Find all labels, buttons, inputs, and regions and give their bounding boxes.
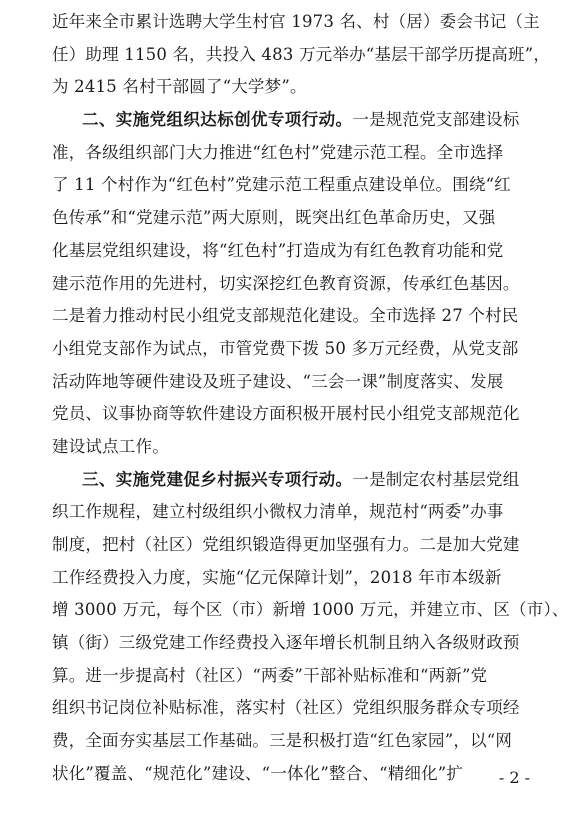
text-line: 二是着力推动村民小组党支部规范化建设。全市选择 27 个村民 xyxy=(52,306,519,326)
text-line: 工作经费投入力度，实施“亿元保障计划”，2018 年市本级新 xyxy=(52,567,502,587)
text-line: 状化”覆盖、“规范化”建设、“一体化”整合、“精细化”扩 xyxy=(52,763,464,783)
text-line: 活动阵地等硬件建设及班子建设、“三会一课”制度落实、发展 xyxy=(52,371,504,391)
text-line: 算。进一步提高村（社区）“两委”干部补贴标准和“两新”党 xyxy=(52,665,488,685)
text-line: 化基层党组织建设，将“红色村”打造成为有红色教育功能和党 xyxy=(52,240,504,260)
section-heading-2-text: 一是规范党支部建设标 xyxy=(352,110,520,130)
document-body xyxy=(52,6,569,791)
section-heading-2: 二、实施党组织达标创优专项行动。 xyxy=(82,110,353,130)
text-line: 组织书记岗位补贴标准，落实村（社区）党组织服务群众专项经 xyxy=(52,698,520,718)
text-line: 任）助理 1150 名，共投入 483 万元举办“基层干部学历提高班”， xyxy=(52,44,551,64)
text-line: 镇（街）三级党建工作经费投入逐年增长机制且纳入各级财政预 xyxy=(52,633,520,653)
text-line: 小组党支部作为试点，市管党费下拨 50 多万元经费，从党支部 xyxy=(52,338,519,358)
text-line: 准，各级组织部门大力推进“红色村”党建示范工程。全市选择 xyxy=(52,142,504,162)
text-line: 建示范作用的先进村，切实深挖红色教育资源，传承红色基因。 xyxy=(52,273,520,293)
text-line: 了 11 个村作为“红色村”党建示范工程重点建设单位。围绕“红 xyxy=(52,175,511,195)
text-line: 党员、议事协商等软件建设方面积极开展村民小组党支部规范化 xyxy=(52,404,520,424)
text-line: 费，全面夯实基层工作基础。三是积极打造“红色家园”，以“网 xyxy=(52,731,513,751)
text-line: 增 3000 万元，每个区（市）新增 1000 万元，并建立市、区（市）、 xyxy=(52,600,569,620)
text-line: 制度，把村（社区）党组织锻造得更加坚强有力。二是加大党建 xyxy=(52,535,520,554)
text-line: 建设试点工作。 xyxy=(52,436,169,456)
section-heading-3: 三、实施党建促乡村振兴专项行动。 xyxy=(82,469,353,489)
text-line: 织工作规程，建立村级组织小微权力清单，规范村“两委”办事 xyxy=(52,502,504,522)
page-number: - 2 - xyxy=(498,768,530,787)
section-heading-line xyxy=(52,104,538,137)
section-heading-3-text: 一是制定农村基层党组 xyxy=(352,469,520,489)
text-line: 近年来全市累计选聘大学生村官 1973 名、村（居）委会书记（主 xyxy=(52,12,540,31)
section-heading-line xyxy=(52,464,538,497)
text-line: 为 2415 名村干部圆了“大学梦”。 xyxy=(52,77,307,97)
text-line: 色传承”和“党建示范”两大原则，既突出红色革命历史，又强 xyxy=(52,208,496,228)
